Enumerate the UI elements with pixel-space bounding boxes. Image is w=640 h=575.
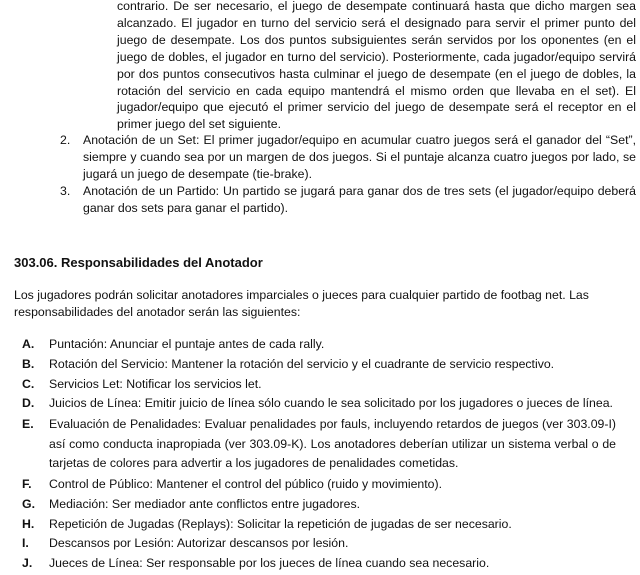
tiebreak-continuation-paragraph: contrario. De ser necesario, el juego de desempate continuará hasta que dicho margen sea alcanzado. El jugador en turno del servicio será el designado para servir el primer punto del juego de desempate. Los dos puntos subsiguientes serán servidos por los oponentes (en el juego de dobles, el jugador en turno del servicio). Posteriormente, cada jugador/equipo servirá por dos puntos consecutivos hasta culminar el juego de desempate (en el juego de dobles, la rotación del servicio en cada equipo mantendrá el mismo orden que llevaba en el set). El jugador/equipo que ejecutó el primer servicio del juego de desempate será el receptor en el primer juego del set siguiente.	[117, 0, 636, 132]
item-text: Puntación: Anunciar el puntaje antes de cada rally.	[49, 337, 325, 351]
item-text: Anotación de un Partido: Un partido se jugará para ganar dos de tres sets (el jugador/equipo deberá ganar dos sets para ganar el partido).	[83, 183, 636, 215]
item-number: 2.	[60, 133, 71, 147]
item-text: Evaluación de Penalidades: Evaluar penalidades por fauls, incluyendo retardos de juegos (ver 303.09-I) así como conducta inapropiada (ver 303.09-K). Los anotadores deberían utilizar un sistema verbal o de tarjetas de colores para advertir a los jugadores de penalidades cometidas.	[49, 417, 616, 470]
item-letter: F.	[22, 477, 32, 491]
item-letter: I.	[22, 536, 29, 551]
item-letter: J.	[22, 556, 33, 571]
list-item	[22, 535, 616, 552]
responsibilities-list	[22, 336, 616, 575]
section-intro: Los jugadores podrán solicitar anotadores imparciales o jueces para cualquier partido de footbag net. Las responsabilidades del anotador serán las siguientes:	[14, 288, 589, 319]
numbered-item	[60, 183, 636, 217]
item-letter: C.	[22, 376, 35, 391]
item-letter: G.	[22, 496, 35, 511]
item-letter: H.	[22, 516, 35, 531]
item-text: Anotación de un Set: El primer jugador/equipo en acumular cuatro juegos será el ganador del “Set”, siempre y cuando sea por un margen de dos juegos. Si el puntaje alcanza cuatro juegos por lado, se jugará un juego de desempate (tie-brake).	[83, 133, 636, 181]
numbered-item	[60, 132, 636, 183]
list-item	[22, 516, 616, 533]
list-item	[22, 395, 616, 412]
numbered-list	[60, 132, 636, 217]
item-text: Mediación: Ser mediador ante conflictos entre jugadores.	[49, 496, 361, 511]
item-letter: D.	[22, 396, 35, 411]
item-text: Juicios de Línea: Emitir juicio de línea sólo cuando le sea solicitado por los jugadores o jueces de línea.	[49, 396, 613, 411]
list-item	[22, 336, 616, 353]
item-text: Servicios Let: Notificar los servicios let.	[49, 376, 262, 391]
list-item	[22, 376, 616, 393]
item-number: 3.	[60, 183, 71, 198]
item-text: Control de Público: Mantener el control del público (ruido y movimiento).	[49, 477, 443, 491]
list-item	[22, 496, 616, 513]
list-item	[22, 356, 616, 373]
section-heading: 303.06. Responsabilidades del Anotador	[14, 255, 263, 270]
item-letter: E.	[22, 417, 34, 432]
item-letter: B.	[22, 356, 35, 371]
item-letter: A.	[22, 337, 35, 351]
item-text: Rotación del Servicio: Mantener la rotación del servicio y el cuadrante de servicio respectivo.	[49, 356, 555, 371]
list-item	[22, 415, 616, 473]
item-text: Descansos por Lesión: Autorizar descansos por lesión.	[49, 536, 349, 551]
list-item	[22, 555, 616, 572]
item-text: Jueces de Línea: Ser responsable por los jueces de línea cuando sea necesario.	[49, 556, 490, 571]
list-item	[22, 476, 616, 493]
item-text: Repetición de Jugadas (Replays): Solicitar la repetición de jugadas de ser necesario.	[49, 516, 512, 531]
